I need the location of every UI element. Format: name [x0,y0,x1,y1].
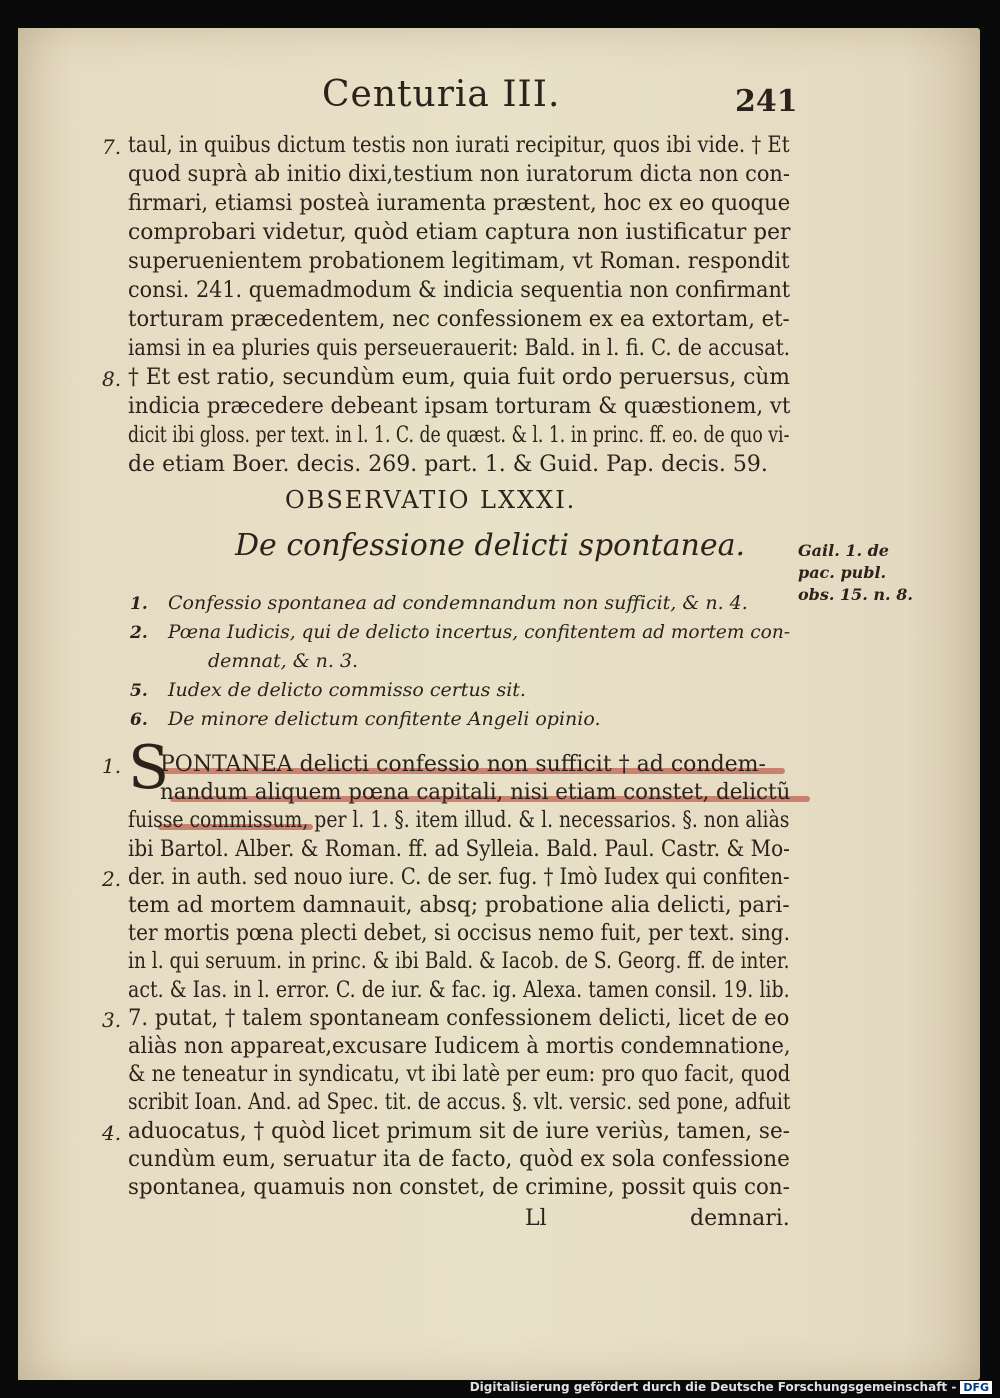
margin-number: 2. [130,623,148,643]
text-line: taul, in quibus dictum testis non iurati recipitur, quos ibi vide. † Et [128,133,790,158]
margin-number: 1. [102,754,122,778]
text-line: dicit ibi gloss. per text. in l. 1. C. de quæst. & l. 1. in princ. ff. eo. de quo vi- [128,423,790,448]
text-line: tem ad mortem damnauit, absq; probatione alia delicti, pari- [128,893,790,918]
text-line: der. in auth. sed nouo iure. C. de ser. fug. † Imò Iudex qui confiten- [128,864,790,890]
running-header [0,70,1000,120]
text-line: act. & Ias. in l. error. C. de iur. & fac. ig. Alexa. tamen consil. 19. lib. [128,977,790,1003]
text-line: consi. 241. quemadmodum & indicia sequentia non confirmant [128,278,791,303]
text-line: in l. qui seruum. in princ. & ibi Bald. & Iacob. de S. Georg. ff. de inter. [128,949,790,975]
page-number: 241 [735,84,798,119]
marginal-note-line: Gail. 1. de [798,541,889,560]
text-line: quod suprà ab initio dixi,testium non iuratorum dicta non con- [128,162,790,187]
margin-number: 2. [102,866,122,891]
text-line: nandum aliquem pœna capitali, nisi etiam constet, delictũ [160,780,791,806]
marginal-note [798,540,913,606]
margin-number: 4. [102,1120,122,1145]
margin-number: 1. [130,594,148,614]
margin-number: 7. [102,135,122,159]
credit-text: Digitalisierung gefördert durch die Deutsche Forschungsgemeinschaft - [469,1380,957,1394]
section-subtitle: De confessione delicti spontanea. [235,528,745,563]
text-line: 7. putat, † talem spontaneam confessionem delicti, licet de eo [128,1005,790,1031]
text-line: & ne teneatur in syndicatu, vt ibi latè per eum: pro quo facit, quod [128,1062,791,1088]
catchword: demnari. [690,1206,790,1231]
text-line: demnat, & n. 3. [208,650,359,672]
marginal-note-line: pac. publ. [798,563,887,582]
text-line: † Et est ratio, secundùm eum, quia fuit ordo peruersus, cùm [128,365,790,390]
text-line: iamsi in ea pluries quis perseuerauerit: Bald. in l. fi. C. de accusat. [128,336,791,361]
text-line: scribit Ioan. And. ad Spec. tit. de accus. §. vlt. versic. sed pone, adfuit [128,1090,791,1116]
text-line: ibi Bartol. Alber. & Roman. ff. ad Sylleia. Bald. Paul. Castr. & Mo- [128,836,790,862]
marginal-note-line: obs. 15. n. 8. [798,585,913,604]
decorated-initial: S [128,733,170,803]
text-line: spontanea, quamuis non constet, de crimine, possit quis con- [128,1175,790,1200]
signature-mark: Ll [525,1206,547,1231]
text-line: firmari, etiamsi posteà iuramenta præstent, hoc ex eo quoque [128,191,791,216]
text-line: fuisse commissum, per l. 1. §. item illud. & l. necessarios. §. non aliàs [128,808,790,834]
margin-number: 3. [102,1007,122,1032]
margin-number: 8. [102,367,122,391]
margin-number: 5. [130,681,148,701]
text-line: aliàs non appareat,excusare Iudicem à mortis condemnatione, [128,1034,791,1059]
observatio-heading: OBSERVATIO LXXXI. [285,486,577,514]
text-line: superuenientem probationem legitimam, vt Roman. respondit [128,249,790,274]
margin-number: 6. [130,710,148,730]
text-line: aduocatus, † quòd licet primum sit de iure veriùs, tamen, se- [128,1118,790,1144]
text-line: Pœna Iudicis, qui de delicto incertus, confitentem ad mortem con- [168,621,791,643]
text-line: torturam præcedentem, nec confessionem ex ea extortam, et- [128,307,790,332]
text-line: de etiam Boer. decis. 269. part. 1. & Guid. Pap. decis. 59. [128,452,768,477]
text-line: indicia præcedere debeant ipsam torturam & quæstionem, vt [128,394,791,419]
dfg-logo: DFG [960,1381,992,1394]
running-title: Centuria III. [322,74,561,115]
digitization-credit [470,1380,992,1394]
text-line: cundùm eum, seruatur ita de facto, quòd ex sola confessione [128,1146,790,1172]
text-line: ter mortis pœna plecti debet, si occisus nemo fuit, per text. sing. [128,921,791,947]
text-line: Confessio spontanea ad condemnandum non sufficit, & n. 4. [168,592,748,614]
text-line: De minore delictum confitente Angeli opinio. [168,708,601,730]
text-line: comprobari videtur, quòd etiam captura non iustificatur per [128,220,791,245]
text-line: PONTANEA delicti confessio non sufficit † ad condem- [160,752,766,777]
text-line: Iudex de delicto commisso certus sit. [168,679,526,701]
